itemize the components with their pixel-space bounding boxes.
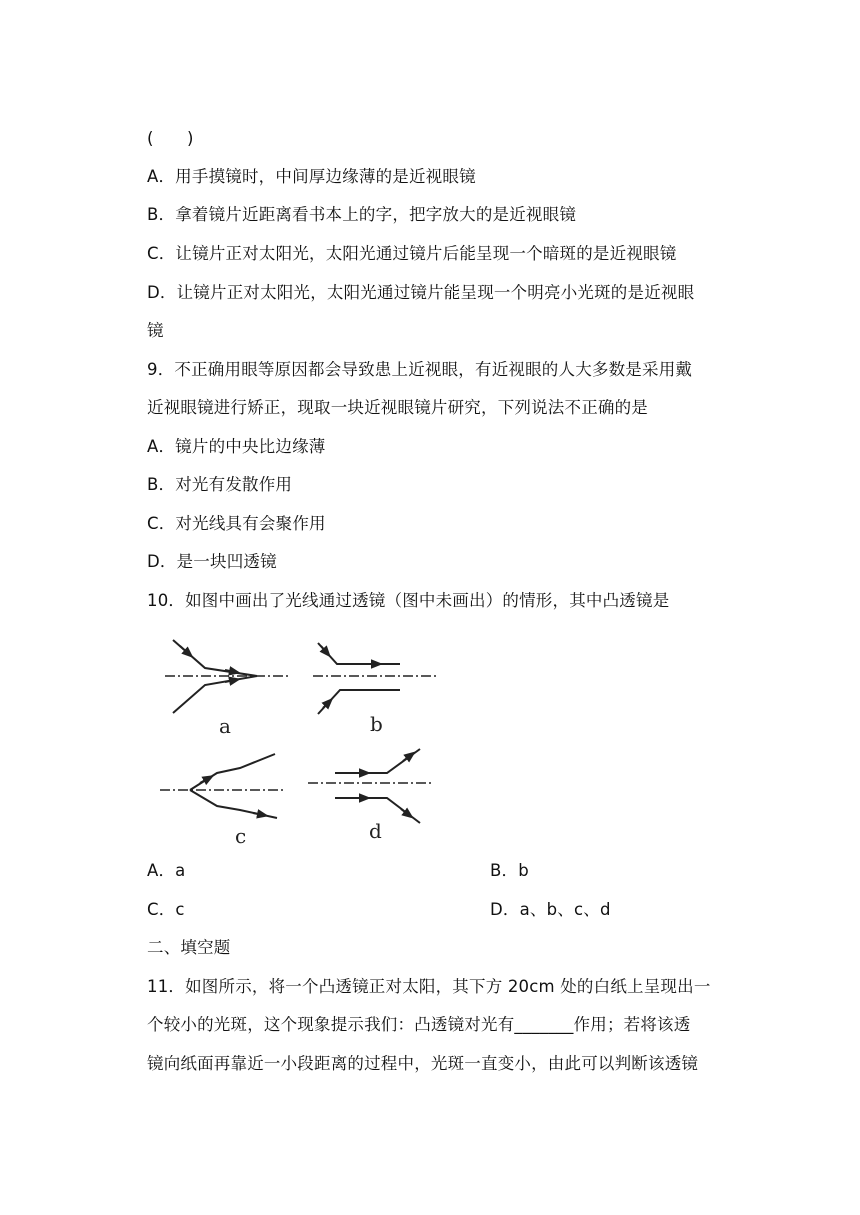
section-heading: 二、填空题 <box>147 938 231 957</box>
q9-option-b: B．对光有发散作用 <box>147 475 293 494</box>
answer-blank: ( ) <box>147 129 194 148</box>
q10-option-d: D．a、b、c、d <box>490 900 611 919</box>
diagram-a-label: a <box>219 714 231 738</box>
diagram-d-ray-top <box>335 749 420 773</box>
arrow-icon <box>200 778 209 783</box>
arrow-icon <box>401 809 409 815</box>
diagram-b <box>313 643 438 736</box>
diagram-d <box>308 749 433 843</box>
q11-line-1: 11．如图所示，将一个凸透镜正对太阳，其下方 20cm 处的白纸上呈现出一 <box>147 977 711 996</box>
q8-option-a: A．用手摸镜时，中间厚边缘薄的是近视眼镜 <box>147 167 476 186</box>
diagram-c-ray-top <box>190 754 275 790</box>
q8-option-b: B．拿着镜片近距离看书本上的字，把字放大的是近视眼镜 <box>147 205 577 224</box>
q8-option-d-cont: 镜 <box>147 321 164 340</box>
q9-stem-2: 近视眼镜进行矫正，现取一块近视眼镜片研究，下列说法不正确的是 <box>147 398 648 417</box>
diagram-a-ray-top <box>173 640 257 676</box>
lens-ray-diagram <box>155 628 445 853</box>
diagram-d-label: d <box>369 819 382 843</box>
q10-option-b: B．b <box>490 861 529 880</box>
q11-line-3: 镜向纸面再靠近一小段距离的过程中，光斑一直变小，由此可以判断该透镜 <box>147 1054 699 1073</box>
diagram-c-ray-bottom <box>190 790 277 818</box>
diagram-a-ray-bottom <box>173 676 257 713</box>
arrow-icon <box>253 813 263 815</box>
q9-option-a: A．镜片的中央比边缘薄 <box>147 437 326 456</box>
diagram-a <box>165 640 290 738</box>
arrow-icon <box>403 755 411 761</box>
q9-option-d: D．是一块凹透镜 <box>147 552 277 571</box>
q10-stem: 10．如图中画出了光线通过透镜（图中未画出）的情形，其中凸透镜是 <box>147 591 670 610</box>
q9-option-c: C．对光线具有会聚作用 <box>147 514 326 533</box>
q9-stem-1: 9．不正确用眼等原因都会导致患上近视眼，有近视眼的人大多数是采用戴 <box>147 360 693 379</box>
arrow-icon <box>180 646 189 654</box>
diagram-b-ray-top <box>318 643 400 664</box>
diagram-c-label: c <box>235 824 247 848</box>
q8-option-d: D．让镜片正对太阳光，太阳光通过镜片能呈现一个明亮小光斑的是近视眼 <box>147 283 695 302</box>
q11-line-2: 个较小的光斑，这个现象提示我们：凸透镜对光有_______作用；若将该透 <box>147 1015 691 1034</box>
diagram-c <box>160 754 285 848</box>
diagram-b-ray-bottom <box>318 690 400 714</box>
q10-option-c: C．c <box>147 900 185 919</box>
q8-option-c: C．让镜片正对太阳光，太阳光通过镜片后能呈现一个暗斑的是近视眼镜 <box>147 244 677 263</box>
arrow-icon <box>321 646 327 653</box>
diagram-b-label: b <box>370 712 383 736</box>
arrow-icon <box>323 702 329 708</box>
q10-option-a: A．a <box>147 861 186 880</box>
